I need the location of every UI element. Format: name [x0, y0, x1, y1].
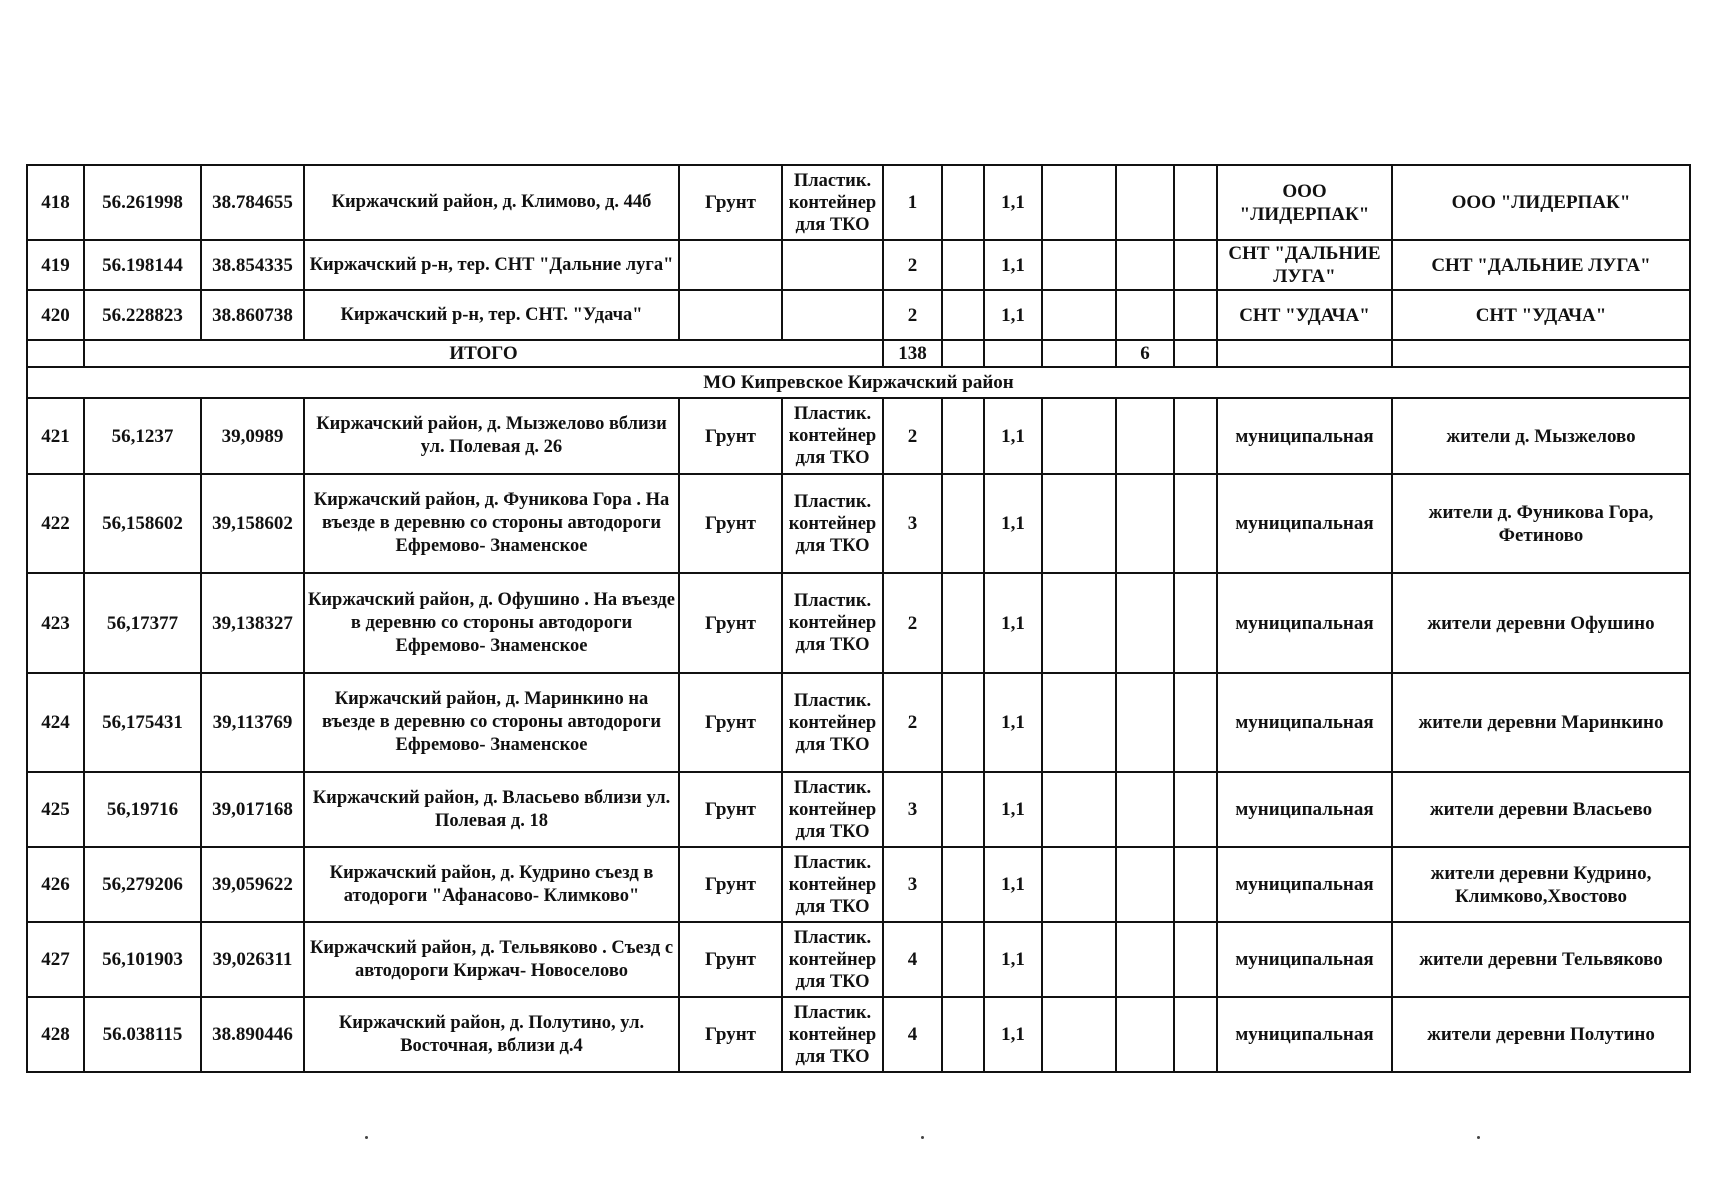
longitude-cell: 39,026311	[201, 922, 304, 997]
latitude-cell: 56,158602	[84, 474, 201, 573]
surface-type-cell: Грунт	[679, 772, 782, 847]
latitude-cell: 56,1237	[84, 398, 201, 474]
scan-speck	[365, 1136, 368, 1139]
table-row	[27, 847, 1690, 922]
total-c7	[942, 340, 984, 367]
col10-cell	[1116, 673, 1174, 772]
col9-cell	[1042, 922, 1116, 997]
total-blank-cell	[27, 340, 84, 367]
address-cell: Киржачский район, д. Мызжелово вблизи ул. Полевая д. 26	[304, 398, 679, 474]
latitude-cell: 56,17377	[84, 573, 201, 673]
container-type-cell: Пластик. контейнер для ТКО	[782, 772, 883, 847]
table-row	[27, 474, 1690, 573]
container-count-cell: 2	[883, 290, 942, 340]
table-row	[27, 240, 1690, 290]
col7-cell	[942, 165, 984, 240]
col7-cell	[942, 474, 984, 573]
owner-cell: муниципальная	[1217, 922, 1392, 997]
container-count-cell: 2	[883, 573, 942, 673]
waste-source-cell: ООО "ЛИДЕРПАК"	[1392, 165, 1690, 240]
col9-cell	[1042, 573, 1116, 673]
surface-type-cell: Грунт	[679, 474, 782, 573]
col11-cell	[1174, 573, 1217, 673]
table-row	[27, 997, 1690, 1072]
surface-type-cell: Грунт	[679, 165, 782, 240]
latitude-cell: 56.038115	[84, 997, 201, 1072]
container-volume-cell: 1,1	[984, 847, 1042, 922]
col9-cell	[1042, 474, 1116, 573]
owner-cell: муниципальная	[1217, 573, 1392, 673]
longitude-cell: 39,0989	[201, 398, 304, 474]
container-volume-cell: 1,1	[984, 165, 1042, 240]
owner-cell: муниципальная	[1217, 772, 1392, 847]
row-number-cell: 420	[27, 290, 84, 340]
col7-cell	[942, 922, 984, 997]
container-volume-cell: 1,1	[984, 474, 1042, 573]
col11-cell	[1174, 398, 1217, 474]
col11-cell	[1174, 165, 1217, 240]
row-number-cell: 426	[27, 847, 84, 922]
surface-type-cell	[679, 290, 782, 340]
table-row	[27, 290, 1690, 340]
col9-cell	[1042, 997, 1116, 1072]
container-type-cell	[782, 240, 883, 290]
surface-type-cell	[679, 240, 782, 290]
total-c9	[1042, 340, 1116, 367]
col10-cell	[1116, 474, 1174, 573]
row-number-cell: 424	[27, 673, 84, 772]
container-volume-cell: 1,1	[984, 772, 1042, 847]
waste-source-cell: жители деревни Маринкино	[1392, 673, 1690, 772]
col7-cell	[942, 673, 984, 772]
total-c10: 6	[1116, 340, 1174, 367]
table-row	[27, 165, 1690, 240]
longitude-cell: 39,059622	[201, 847, 304, 922]
latitude-cell: 56.261998	[84, 165, 201, 240]
latitude-cell: 56.198144	[84, 240, 201, 290]
row-number-cell: 427	[27, 922, 84, 997]
scan-speck	[1477, 1136, 1480, 1139]
latitude-cell: 56,279206	[84, 847, 201, 922]
container-volume-cell: 1,1	[984, 673, 1042, 772]
col10-cell	[1116, 165, 1174, 240]
col10-cell	[1116, 772, 1174, 847]
col9-cell	[1042, 290, 1116, 340]
container-type-cell: Пластик. контейнер для ТКО	[782, 474, 883, 573]
col11-cell	[1174, 290, 1217, 340]
container-type-cell: Пластик. контейнер для ТКО	[782, 847, 883, 922]
total-c11	[1174, 340, 1217, 367]
rows-before-total	[27, 165, 1690, 340]
container-type-cell: Пластик. контейнер для ТКО	[782, 165, 883, 240]
address-cell: Киржачский район, д. Кудрино съезд в атодороги "Афанасово- Климково"	[304, 847, 679, 922]
latitude-cell: 56,101903	[84, 922, 201, 997]
address-cell: Киржачский район, д. Климово, д. 44б	[304, 165, 679, 240]
address-cell: Киржачский район, д. Офушино . На въезде в деревню со стороны автодороги Ефремово- Знаменское	[304, 573, 679, 673]
waste-sites-table	[26, 164, 1691, 1073]
owner-cell: СНТ "УДАЧА"	[1217, 290, 1392, 340]
waste-source-cell: жители д. Фуникова Гора, Фетиново	[1392, 474, 1690, 573]
owner-cell: ООО "ЛИДЕРПАК"	[1217, 165, 1392, 240]
total-section	[27, 340, 1690, 398]
col9-cell	[1042, 398, 1116, 474]
surface-type-cell: Грунт	[679, 997, 782, 1072]
col9-cell	[1042, 240, 1116, 290]
waste-source-cell: жители деревни Полутино	[1392, 997, 1690, 1072]
col11-cell	[1174, 922, 1217, 997]
container-volume-cell: 1,1	[984, 240, 1042, 290]
container-type-cell: Пластик. контейнер для ТКО	[782, 922, 883, 997]
container-type-cell: Пластик. контейнер для ТКО	[782, 673, 883, 772]
waste-source-cell: СНТ "ДАЛЬНИЕ ЛУГА"	[1392, 240, 1690, 290]
surface-type-cell: Грунт	[679, 398, 782, 474]
container-volume-cell: 1,1	[984, 398, 1042, 474]
col9-cell	[1042, 847, 1116, 922]
latitude-cell: 56.228823	[84, 290, 201, 340]
total-label: ИТОГО	[84, 340, 883, 367]
surface-type-cell: Грунт	[679, 673, 782, 772]
owner-cell: муниципальная	[1217, 398, 1392, 474]
row-number-cell: 418	[27, 165, 84, 240]
container-volume-cell: 1,1	[984, 573, 1042, 673]
col9-cell	[1042, 772, 1116, 847]
surface-type-cell: Грунт	[679, 847, 782, 922]
col7-cell	[942, 847, 984, 922]
total-count: 138	[883, 340, 942, 367]
table-row	[27, 673, 1690, 772]
col7-cell	[942, 997, 984, 1072]
container-volume-cell: 1,1	[984, 997, 1042, 1072]
col10-cell	[1116, 240, 1174, 290]
container-count-cell: 2	[883, 398, 942, 474]
surface-type-cell: Грунт	[679, 922, 782, 997]
container-volume-cell: 1,1	[984, 290, 1042, 340]
rows-after-section	[27, 398, 1690, 1072]
col7-cell	[942, 398, 984, 474]
table-row	[27, 398, 1690, 474]
owner-cell: муниципальная	[1217, 847, 1392, 922]
container-count-cell: 3	[883, 847, 942, 922]
col11-cell	[1174, 474, 1217, 573]
container-type-cell: Пластик. контейнер для ТКО	[782, 398, 883, 474]
longitude-cell: 38.784655	[201, 165, 304, 240]
longitude-cell: 38.890446	[201, 997, 304, 1072]
owner-cell: СНТ "ДАЛЬНИЕ ЛУГА"	[1217, 240, 1392, 290]
col10-cell	[1116, 573, 1174, 673]
latitude-cell: 56,175431	[84, 673, 201, 772]
total-row	[27, 340, 1690, 367]
total-source	[1392, 340, 1690, 367]
section-title: МО Кипревское Киржачский район	[27, 367, 1690, 398]
row-number-cell: 422	[27, 474, 84, 573]
col11-cell	[1174, 847, 1217, 922]
container-count-cell: 1	[883, 165, 942, 240]
col11-cell	[1174, 997, 1217, 1072]
table-row	[27, 573, 1690, 673]
longitude-cell: 39,158602	[201, 474, 304, 573]
address-cell: Киржачский район, д. Полутино, ул. Восточная, вблизи д.4	[304, 997, 679, 1072]
total-owner	[1217, 340, 1392, 367]
owner-cell: муниципальная	[1217, 997, 1392, 1072]
section-row	[27, 367, 1690, 398]
row-number-cell: 423	[27, 573, 84, 673]
col10-cell	[1116, 922, 1174, 997]
col11-cell	[1174, 673, 1217, 772]
container-count-cell: 4	[883, 997, 942, 1072]
longitude-cell: 38.854335	[201, 240, 304, 290]
row-number-cell: 421	[27, 398, 84, 474]
address-cell: Киржачский район, д. Фуникова Гора . На въезде в деревню со стороны автодороги Ефремово- Знаменское	[304, 474, 679, 573]
container-type-cell: Пластик. контейнер для ТКО	[782, 573, 883, 673]
container-type-cell	[782, 290, 883, 340]
longitude-cell: 39,138327	[201, 573, 304, 673]
address-cell: Киржачский р-н, тер. СНТ. "Удача"	[304, 290, 679, 340]
table-row	[27, 772, 1690, 847]
surface-type-cell: Грунт	[679, 573, 782, 673]
scan-speck	[921, 1136, 924, 1139]
waste-source-cell: жители деревни Власьево	[1392, 772, 1690, 847]
total-volume	[984, 340, 1042, 367]
address-cell: Киржачский район, д. Власьево вблизи ул. Полевая д. 18	[304, 772, 679, 847]
waste-source-cell: жители деревни Офушино	[1392, 573, 1690, 673]
col9-cell	[1042, 165, 1116, 240]
container-count-cell: 2	[883, 673, 942, 772]
container-count-cell: 2	[883, 240, 942, 290]
col7-cell	[942, 772, 984, 847]
row-number-cell: 419	[27, 240, 84, 290]
owner-cell: муниципальная	[1217, 474, 1392, 573]
row-number-cell: 428	[27, 997, 84, 1072]
latitude-cell: 56,19716	[84, 772, 201, 847]
col10-cell	[1116, 398, 1174, 474]
container-type-cell: Пластик. контейнер для ТКО	[782, 997, 883, 1072]
col7-cell	[942, 290, 984, 340]
owner-cell: муниципальная	[1217, 673, 1392, 772]
address-cell: Киржачский р-н, тер. СНТ "Дальние луга"	[304, 240, 679, 290]
table-row	[27, 922, 1690, 997]
address-cell: Киржачский район, д. Тельвяково . Съезд с автодороги Киржач- Новоселово	[304, 922, 679, 997]
waste-source-cell: СНТ "УДАЧА"	[1392, 290, 1690, 340]
longitude-cell: 39,017168	[201, 772, 304, 847]
col10-cell	[1116, 290, 1174, 340]
address-cell: Киржачский район, д. Маринкино на въезде в деревню со стороны автодороги Ефремово- Знаменское	[304, 673, 679, 772]
col7-cell	[942, 240, 984, 290]
col9-cell	[1042, 673, 1116, 772]
col10-cell	[1116, 847, 1174, 922]
container-count-cell: 3	[883, 474, 942, 573]
row-number-cell: 425	[27, 772, 84, 847]
waste-source-cell: жители д. Мызжелово	[1392, 398, 1690, 474]
waste-source-cell: жители деревни Кудрино, Климково,Хвостово	[1392, 847, 1690, 922]
longitude-cell: 39,113769	[201, 673, 304, 772]
waste-source-cell: жители деревни Тельвяково	[1392, 922, 1690, 997]
col10-cell	[1116, 997, 1174, 1072]
container-volume-cell: 1,1	[984, 922, 1042, 997]
col7-cell	[942, 573, 984, 673]
container-count-cell: 3	[883, 772, 942, 847]
container-count-cell: 4	[883, 922, 942, 997]
col11-cell	[1174, 772, 1217, 847]
col11-cell	[1174, 240, 1217, 290]
longitude-cell: 38.860738	[201, 290, 304, 340]
